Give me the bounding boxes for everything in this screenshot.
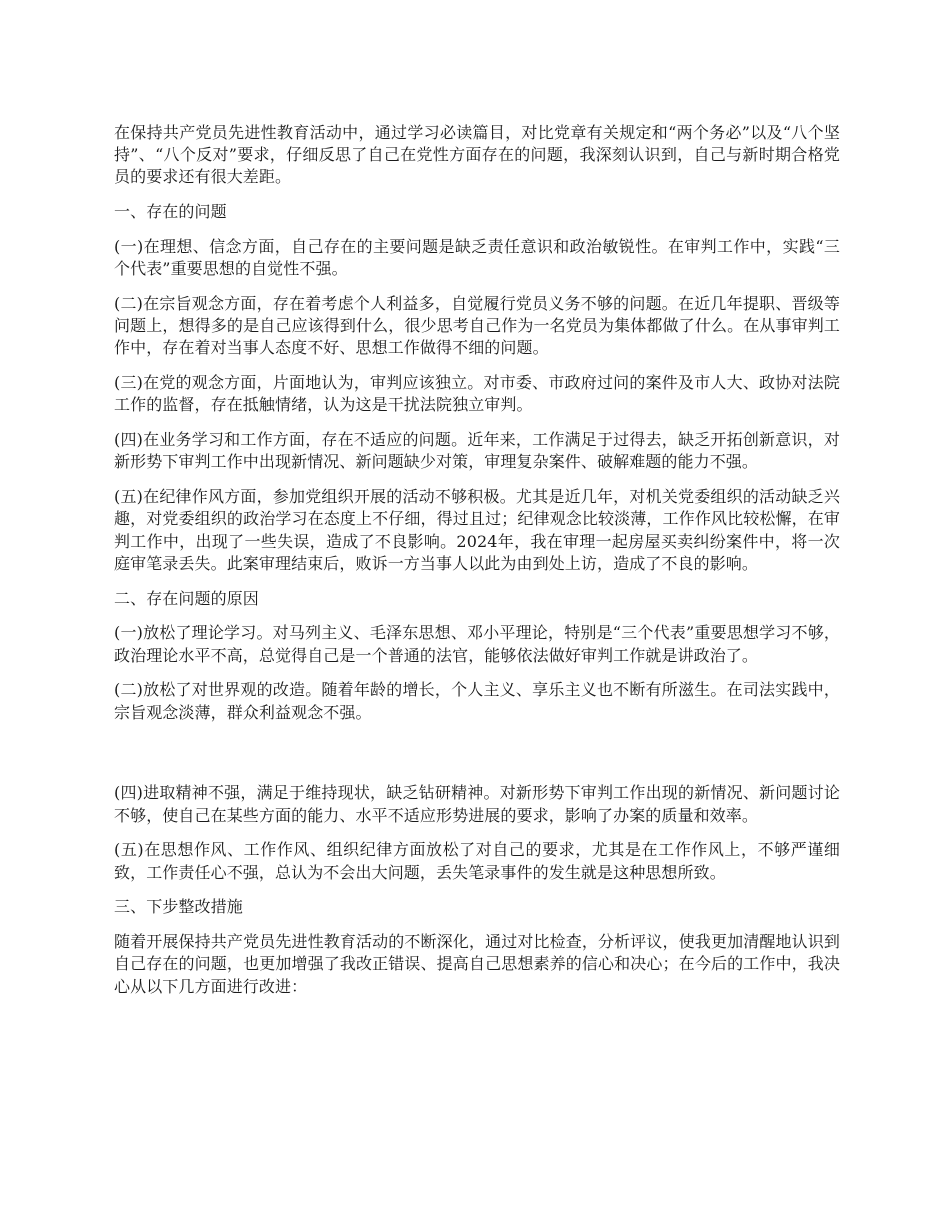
paragraph-problem-2: (二)在宗旨观念方面，存在着考虑个人利益多，自觉履行党员义务不够的问题。在近几年提职、晋级等问题上，想得多的是自己应该得到什么，很少思考自己作为一名党员为集体都做了什么。在从事审判工作中，存在着对当事人态度不好、思想工作做得不细的问题。 <box>114 294 840 358</box>
document-body <box>114 122 840 1010</box>
paragraph-problem-3: (三)在党的观念方面，片面地认为，审判应该独立。对市委、市政府过问的案件及市人大、政协对法院工作的监督，存在抵触情绪，认为这是干扰法院独立审判。 <box>114 373 840 415</box>
paragraph-cause-4: (四)进取精神不强，满足于维持现状，缺乏钻研精神。对新形势下审判工作出现的新情况、新问题讨论不够，使自己在某些方面的能力、水平不适应形势进展的要求，影响了办案的质量和效率。 <box>114 783 840 825</box>
section-heading-causes: 二、存在问题的原因 <box>114 588 259 608</box>
paragraph-problem-4: (四)在业务学习和工作方面，存在不适应的问题。近年来，工作满足于过得去，缺乏开拓创新意识，对新形势下审判工作中出现新情况、新问题缺少对策，审理复杂案件、破解难题的能力不强。 <box>114 430 840 472</box>
paragraph-problem-1: (一)在理想、信念方面，自己存在的主要问题是缺乏责任意识和政治敏锐性。在审判工作中，实践“三个代表”重要思想的自觉性不强。 <box>114 237 840 279</box>
section-heading-problems: 一、存在的问题 <box>114 202 227 222</box>
section-heading-measures: 三、下步整改措施 <box>114 897 243 917</box>
paragraph-measures-intro: 随着开展保持共产党员先进性教育活动的不断深化，通过对比检查，分析评议，使我更加清醒地认识到自己存在的问题，也更加增强了我改正错误、提高自己思想素养的信心和决心；在今后的工作中，我决心从以下几方面进行改进： <box>114 932 840 996</box>
paragraph-cause-5: (五)在思想作风、工作作风、组织纪律方面放松了对自己的要求，尤其是在工作作风上，不够严谨细致，工作责任心不强，总认为不会出大问题，丢失笔录事件的发生就是这种思想所致。 <box>114 840 840 882</box>
paragraph-cause-2: (二)放松了对世界观的改造。随着年龄的增长，个人主义、享乐主义也不断有所滋生。在司法实践中，宗旨观念淡薄，群众利益观念不强。 <box>114 680 840 722</box>
paragraph-problem-5: (五)在纪律作风方面，参加党组织开展的活动不够积极。尤其是近几年，对机关党委组织的活动缺乏兴趣，对党委组织的政治学习在态度上不仔细，得过且过；纪律观念比较淡薄，工作作风比较松懈，在审判工作中，出现了一些失误，造成了不良影响。2024年，我在审理一起房屋买卖纠纷案件中，将一次庭审笔录丢失。此案审理结束后，败诉一方当事人以此为由到处上访，造成了不良的影响。 <box>114 487 840 573</box>
blank-gap <box>114 736 840 782</box>
paragraph-cause-1: (一)放松了理论学习。对马列主义、毛泽东思想、邓小平理论，特别是“三个代表”重要思想学习不够，政治理论水平不高，总觉得自己是一个普通的法官，能够依法做好审判工作就是讲政治了。 <box>114 623 840 665</box>
intro-paragraph: 在保持共产党员先进性教育活动中，通过学习必读篇目，对比党章有关规定和“两个务必”以及“八个坚持”、“八个反对”要求，仔细反思了自己在党性方面存在的问题，我深刻认识到，自己与新时期合格党员的要求还有很大差距。 <box>114 123 840 187</box>
